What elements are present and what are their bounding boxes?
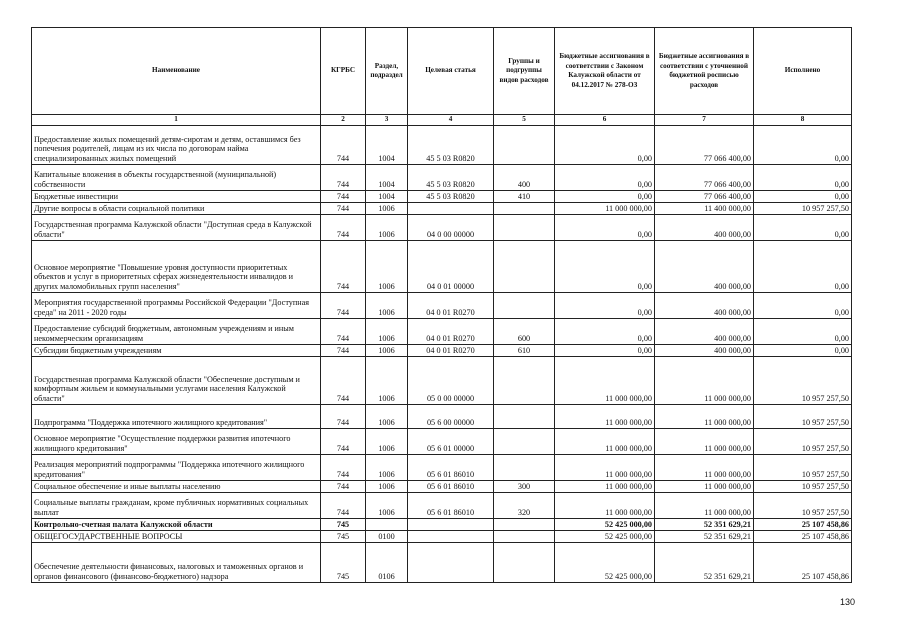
row-utoch: 400 000,00 xyxy=(655,214,754,240)
row-name: Социальное обеспечение и иные выплаты населению xyxy=(32,480,321,492)
row-law: 11 000 000,00 xyxy=(555,356,655,404)
row-cs xyxy=(408,530,494,542)
row-vr xyxy=(494,240,555,292)
row-law: 0,00 xyxy=(555,292,655,318)
row-isp: 10 957 257,50 xyxy=(754,480,852,492)
row-utoch: 400 000,00 xyxy=(655,318,754,344)
row-vr: 600 xyxy=(494,318,555,344)
row-isp: 0,00 xyxy=(754,344,852,356)
row-cs xyxy=(408,202,494,214)
row-vr xyxy=(494,125,555,164)
row-isp: 0,00 xyxy=(754,164,852,190)
row-law: 0,00 xyxy=(555,240,655,292)
row-cs: 04 0 01 R0270 xyxy=(408,318,494,344)
row-kgrbs: 744 xyxy=(321,240,366,292)
row-name: Государственная программа Калужской области "Обеспечение доступным и комфортным жильем и коммунальными услугами населения Калужской области" xyxy=(32,356,321,404)
row-law: 52 425 000,00 xyxy=(555,542,655,582)
row-razdel: 1006 xyxy=(366,480,408,492)
row-razdel: 1006 xyxy=(366,404,408,428)
column-number: 1 xyxy=(32,115,321,126)
row-utoch: 52 351 629,21 xyxy=(655,530,754,542)
row-utoch: 11 000 000,00 xyxy=(655,454,754,480)
row-razdel: 1006 xyxy=(366,240,408,292)
row-name: Мероприятия государственной программы Российской Федерации "Доступная среда" на 2011 - 2020 годы xyxy=(32,292,321,318)
row-razdel: 1006 xyxy=(366,202,408,214)
row-isp: 0,00 xyxy=(754,190,852,202)
row-vr: 410 xyxy=(494,190,555,202)
row-cs xyxy=(408,542,494,582)
row-kgrbs: 744 xyxy=(321,125,366,164)
row-utoch: 11 000 000,00 xyxy=(655,480,754,492)
row-razdel: 1006 xyxy=(366,454,408,480)
table-row xyxy=(32,190,852,202)
row-kgrbs: 745 xyxy=(321,542,366,582)
row-name: Государственная программа Калужской области "Доступная среда в Калужской области" xyxy=(32,214,321,240)
row-vr xyxy=(494,404,555,428)
row-name: Контрольно-счетная палата Калужской области xyxy=(32,518,321,530)
row-law: 11 000 000,00 xyxy=(555,454,655,480)
row-cs: 04 0 00 00000 xyxy=(408,214,494,240)
row-vr: 300 xyxy=(494,480,555,492)
row-utoch: 77 066 400,00 xyxy=(655,164,754,190)
column-number: 2 xyxy=(321,115,366,126)
row-vr xyxy=(494,428,555,454)
row-utoch: 11 000 000,00 xyxy=(655,428,754,454)
row-utoch: 400 000,00 xyxy=(655,292,754,318)
row-utoch: 77 066 400,00 xyxy=(655,190,754,202)
row-law: 0,00 xyxy=(555,125,655,164)
row-cs: 45 5 03 R0820 xyxy=(408,125,494,164)
row-utoch: 77 066 400,00 xyxy=(655,125,754,164)
row-cs: 05 6 00 00000 xyxy=(408,404,494,428)
table-row xyxy=(32,428,852,454)
row-cs xyxy=(408,518,494,530)
row-isp: 0,00 xyxy=(754,318,852,344)
row-name: Основное мероприятие "Повышение уровня доступности приоритетных объектов и услуг в приоритетных сферах жизнедеятельности инвалидов и других маломобильных групп населения" xyxy=(32,240,321,292)
row-utoch: 400 000,00 xyxy=(655,344,754,356)
table-row xyxy=(32,356,852,404)
row-utoch: 400 000,00 xyxy=(655,240,754,292)
header-cs: Целевая статья xyxy=(408,28,494,115)
column-number-row xyxy=(32,115,852,126)
row-name: Другие вопросы в области социальной политики xyxy=(32,202,321,214)
row-isp: 10 957 257,50 xyxy=(754,492,852,518)
row-kgrbs: 744 xyxy=(321,404,366,428)
table-row xyxy=(32,480,852,492)
row-name: Предоставление жилых помещений детям-сиротам и детям, оставшимся без попечения родителей, лицам из их числа по договорам найма специализированных жилых помещений xyxy=(32,125,321,164)
row-isp: 10 957 257,50 xyxy=(754,428,852,454)
row-cs: 05 6 01 86010 xyxy=(408,480,494,492)
header-row xyxy=(32,28,852,115)
header-isp: Исполнено xyxy=(754,28,852,115)
row-vr xyxy=(494,214,555,240)
row-razdel: 1006 xyxy=(366,318,408,344)
row-kgrbs: 744 xyxy=(321,454,366,480)
row-kgrbs: 745 xyxy=(321,530,366,542)
row-razdel xyxy=(366,518,408,530)
row-name: ОБЩЕГОСУДАРСТВЕННЫЕ ВОПРОСЫ xyxy=(32,530,321,542)
row-razdel: 0100 xyxy=(366,530,408,542)
row-razdel: 1006 xyxy=(366,356,408,404)
table-row xyxy=(32,518,852,530)
column-number: 7 xyxy=(655,115,754,126)
row-kgrbs: 744 xyxy=(321,164,366,190)
row-law: 0,00 xyxy=(555,214,655,240)
row-law: 52 425 000,00 xyxy=(555,530,655,542)
column-number: 8 xyxy=(754,115,852,126)
row-cs: 05 6 01 86010 xyxy=(408,492,494,518)
table-row xyxy=(32,454,852,480)
row-utoch: 11 000 000,00 xyxy=(655,356,754,404)
row-name: Реализация мероприятий подпрограммы "Поддержка ипотечного жилищного кредитования" xyxy=(32,454,321,480)
column-number: 6 xyxy=(555,115,655,126)
table-row xyxy=(32,530,852,542)
row-isp: 10 957 257,50 xyxy=(754,202,852,214)
row-kgrbs: 744 xyxy=(321,318,366,344)
row-isp: 25 107 458,86 xyxy=(754,518,852,530)
row-vr xyxy=(494,454,555,480)
row-isp: 10 957 257,50 xyxy=(754,356,852,404)
row-cs: 05 6 01 00000 xyxy=(408,428,494,454)
row-razdel: 1006 xyxy=(366,492,408,518)
row-utoch: 11 000 000,00 xyxy=(655,492,754,518)
table-row xyxy=(32,344,852,356)
row-law: 11 000 000,00 xyxy=(555,492,655,518)
row-name: Социальные выплаты гражданам, кроме публичных нормативных социальных выплат xyxy=(32,492,321,518)
row-kgrbs: 744 xyxy=(321,202,366,214)
row-name: Подпрограмма "Поддержка ипотечного жилищного кредитования" xyxy=(32,404,321,428)
row-kgrbs: 744 xyxy=(321,214,366,240)
row-law: 0,00 xyxy=(555,344,655,356)
header-razdel: Раздел, подраздел xyxy=(366,28,408,115)
row-razdel: 1006 xyxy=(366,214,408,240)
row-razdel: 1006 xyxy=(366,292,408,318)
row-utoch: 11 000 000,00 xyxy=(655,404,754,428)
row-law: 11 000 000,00 xyxy=(555,480,655,492)
table-row xyxy=(32,164,852,190)
row-vr xyxy=(494,356,555,404)
row-law: 52 425 000,00 xyxy=(555,518,655,530)
row-cs: 04 0 01 R0270 xyxy=(408,344,494,356)
table-row xyxy=(32,202,852,214)
header-law: Бюджетные ассигнования в соответствии с Законом Калужской области от 04.12.2017 № 278-ОЗ xyxy=(555,28,655,115)
header-kgrbs: КГРБС xyxy=(321,28,366,115)
row-name: Основное мероприятие "Осуществление поддержки развития ипотечного жилищного кредитования" xyxy=(32,428,321,454)
row-name: Бюджетные инвестиции xyxy=(32,190,321,202)
table-row xyxy=(32,542,852,582)
row-razdel: 1006 xyxy=(366,428,408,454)
row-cs: 04 0 01 R0270 xyxy=(408,292,494,318)
row-vr: 610 xyxy=(494,344,555,356)
row-vr xyxy=(494,292,555,318)
row-law: 11 000 000,00 xyxy=(555,428,655,454)
column-number: 5 xyxy=(494,115,555,126)
row-cs: 45 5 03 R0820 xyxy=(408,164,494,190)
row-razdel: 0106 xyxy=(366,542,408,582)
row-utoch: 52 351 629,21 xyxy=(655,542,754,582)
page-number: 130 xyxy=(839,597,855,607)
row-kgrbs: 745 xyxy=(321,518,366,530)
row-law: 0,00 xyxy=(555,190,655,202)
row-name: Капитальные вложения в объекты государственной (муниципальной) собственности xyxy=(32,164,321,190)
row-kgrbs: 744 xyxy=(321,480,366,492)
budget-table xyxy=(31,27,852,583)
row-isp: 0,00 xyxy=(754,292,852,318)
row-vr xyxy=(494,530,555,542)
row-isp: 0,00 xyxy=(754,214,852,240)
table-row xyxy=(32,240,852,292)
row-kgrbs: 744 xyxy=(321,190,366,202)
row-kgrbs: 744 xyxy=(321,428,366,454)
row-kgrbs: 744 xyxy=(321,492,366,518)
column-number: 3 xyxy=(366,115,408,126)
row-isp: 25 107 458,86 xyxy=(754,542,852,582)
row-vr: 320 xyxy=(494,492,555,518)
row-kgrbs: 744 xyxy=(321,344,366,356)
row-vr: 400 xyxy=(494,164,555,190)
row-utoch: 11 400 000,00 xyxy=(655,202,754,214)
row-razdel: 1006 xyxy=(366,344,408,356)
row-name: Предоставление субсидий бюджетным, автономным учреждениям и иным некоммерческим организациям xyxy=(32,318,321,344)
row-kgrbs: 744 xyxy=(321,292,366,318)
row-cs: 05 6 01 86010 xyxy=(408,454,494,480)
row-kgrbs: 744 xyxy=(321,356,366,404)
row-isp: 25 107 458,86 xyxy=(754,530,852,542)
row-cs: 45 5 03 R0820 xyxy=(408,190,494,202)
header-name: Наименование xyxy=(32,28,321,115)
row-razdel: 1004 xyxy=(366,190,408,202)
row-vr xyxy=(494,202,555,214)
row-razdel: 1004 xyxy=(366,125,408,164)
row-isp: 10 957 257,50 xyxy=(754,454,852,480)
table-row xyxy=(32,214,852,240)
row-law: 0,00 xyxy=(555,318,655,344)
header-utoch: Бюджетные ассигнования в соответствии с уточненной бюджетной росписью расходов xyxy=(655,28,754,115)
table-row xyxy=(32,492,852,518)
row-cs: 04 0 01 00000 xyxy=(408,240,494,292)
row-vr xyxy=(494,518,555,530)
header-vr: Группы и подгруппы видов расходов xyxy=(494,28,555,115)
table-row xyxy=(32,404,852,428)
row-isp: 10 957 257,50 xyxy=(754,404,852,428)
row-law: 11 000 000,00 xyxy=(555,202,655,214)
row-cs: 05 0 00 00000 xyxy=(408,356,494,404)
row-isp: 0,00 xyxy=(754,125,852,164)
row-law: 0,00 xyxy=(555,164,655,190)
row-law: 11 000 000,00 xyxy=(555,404,655,428)
row-name: Субсидии бюджетным учреждениям xyxy=(32,344,321,356)
row-name: Обеспечение деятельности финансовых, налоговых и таможенных органов и органов финансового (финансово-бюджетного) надзора xyxy=(32,542,321,582)
row-isp: 0,00 xyxy=(754,240,852,292)
column-number: 4 xyxy=(408,115,494,126)
table-row xyxy=(32,125,852,164)
row-vr xyxy=(494,542,555,582)
table-row xyxy=(32,292,852,318)
row-razdel: 1004 xyxy=(366,164,408,190)
table-row xyxy=(32,318,852,344)
row-utoch: 52 351 629,21 xyxy=(655,518,754,530)
